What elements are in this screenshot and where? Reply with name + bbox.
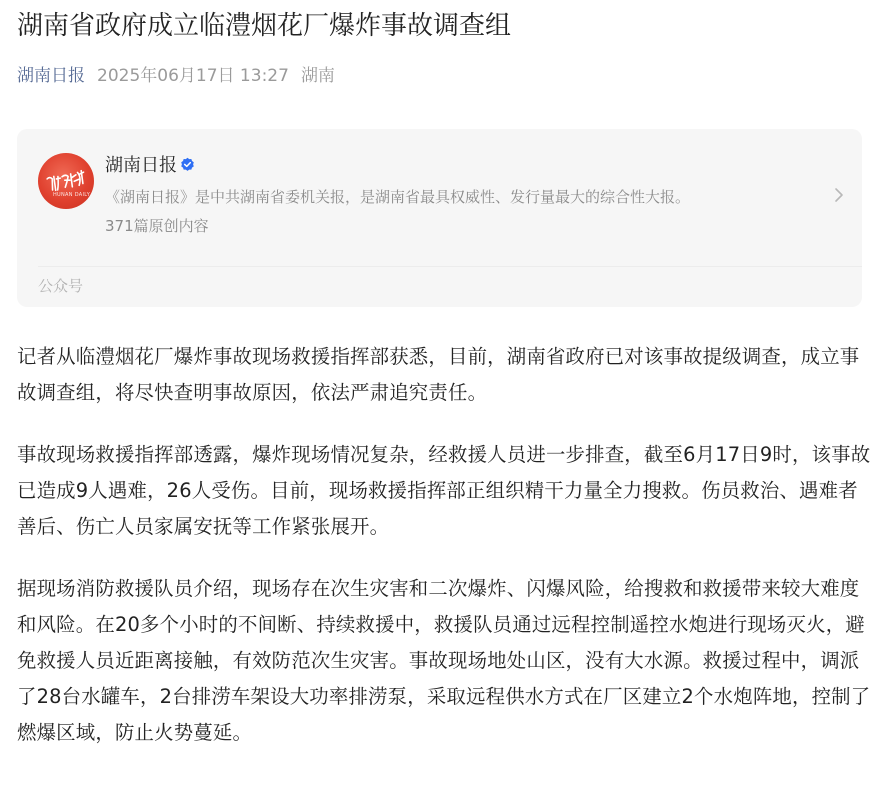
publish-time: 2025年06月17日 13:27 (97, 66, 289, 86)
article-paragraph: 据现场消防救援队员介绍，现场存在次生灾害和二次爆炸、闪爆风险，给搜救和救援带来较大难度和风险。在20多个小时的不间断、持续救援中，救援队员通过远程控制遥控水炮进行现场灭火，避免救援人员近距离接触，有效防范次生灾害。事故现场地处山区，没有大水源。救援过程中，调派了28台水罐车，2台排涝车架设大功率排涝泵，采取远程供水方式在厂区建立2个水炮阵地，控制了燃爆区域，防止火势蔓延。 (17, 577, 871, 744)
logo-subtext: HUNAN DAILY (53, 192, 91, 198)
article-body (17, 339, 877, 777)
chevron-right-icon[interactable] (834, 187, 844, 203)
account-avatar (38, 153, 94, 209)
account-card[interactable] (17, 129, 862, 307)
verified-badge-icon (180, 157, 195, 172)
account-type-label: 公众号 (38, 277, 84, 295)
article-title: 湖南省政府成立临澧烟花厂爆炸事故调查组 (17, 11, 512, 41)
article-paragraph: 事故现场救援指挥部透露，爆炸现场情况复杂，经救援人员进一步排查，截至6月17日9时，该事故已造成9人遇难，26人受伤。目前，现场救援指挥部正组织精干力量全力搜救。伤员救治、遇难者善后、伤亡人员家属安抚等工作紧张展开。 (17, 443, 871, 538)
account-name-row (105, 153, 195, 179)
card-divider (38, 266, 862, 267)
account-name: 湖南日报 (105, 155, 177, 176)
original-content-count: 371篇原创内容 (105, 217, 209, 235)
article-paragraph: 记者从临澧烟花厂爆炸事故现场救援指挥部获悉，目前，湖南省政府已对该事故提级调查，成立事故调查组，将尽快查明事故原因，依法严肃追究责任。 (17, 345, 860, 404)
article-meta (17, 62, 335, 90)
publish-region: 湖南 (300, 66, 335, 86)
source-link[interactable]: 湖南日报 (17, 66, 85, 86)
account-description: 《湖南日报》是中共湖南省委机关报，是湖南省最具权威性、发行量最大的综合性大报。 (105, 188, 691, 206)
newspaper-logo-icon (43, 167, 88, 195)
